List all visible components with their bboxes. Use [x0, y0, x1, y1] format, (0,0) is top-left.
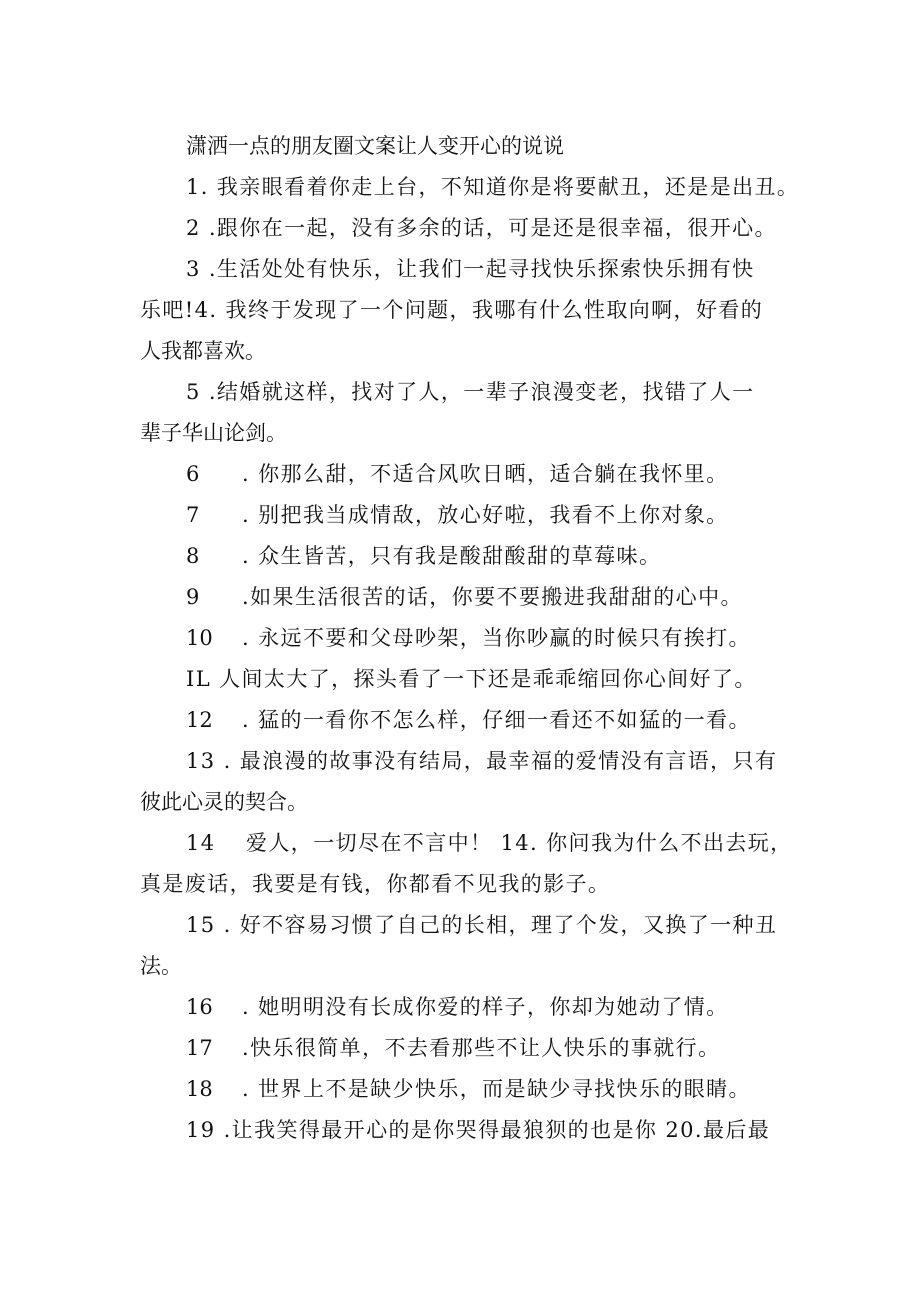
- line-5: 5 .结婚就这样，找对了人，一辈子浪漫变老，找错了人一: [186, 380, 755, 404]
- line-14: 14 爱人，一切尽在不言中！ 14. 你问我为什么不出去玩，: [186, 831, 793, 855]
- item-number: 7: [186, 503, 200, 527]
- item-text: . 她明明没有长成你爱的样子，你却为她动了情。: [242, 995, 729, 1019]
- list-item: [140, 700, 790, 741]
- item-text: . 别把我当成情敌，放心好啦，我看不上你对象。: [242, 503, 729, 527]
- item-text: . 永远不要和父母吵架，当你吵赢的时候只有挨打。: [242, 626, 751, 650]
- line-4-cont: 人我都喜欢。: [140, 339, 266, 363]
- item-number: 8: [186, 544, 200, 568]
- item-number: 10: [186, 626, 213, 650]
- item-text: . 众生皆苦，只有我是酸甜酸甜的草莓味。: [242, 544, 662, 568]
- line-19: 19 .让我笑得最开心的是你哭得最狼狈的也是你 20.最后最: [186, 1118, 771, 1142]
- list-item: [140, 987, 790, 1028]
- item-text: . 世界上不是缺少快乐，而是缺少寻找快乐的眼睛。: [242, 1077, 751, 1101]
- line-3-cont: 乐吧!4. 我终于发现了一个问题，我哪有什么性取向啊，好看的: [140, 298, 764, 322]
- list-item: [140, 536, 790, 577]
- document-title: 潇洒一点的朋友圈文案让人变开心的说说: [186, 134, 564, 158]
- line-14-cont: 真是废话，我要是有钱，你都看不见我的影子。: [140, 872, 611, 896]
- item-text: .如果生活很苦的话，你要不要搬进我甜甜的心中。: [242, 585, 743, 609]
- list-item: [140, 618, 790, 659]
- line-5-cont: 辈子华山论剑。: [140, 421, 287, 445]
- line-15: 15 . 好不容易习惯了自己的长相，理了个发，又换了一种丑: [186, 913, 778, 937]
- list-item: [140, 577, 790, 618]
- list-item: [140, 454, 790, 495]
- line-2: 2 .跟你在一起，没有多余的话，可是还是很幸福，很开心。: [186, 216, 777, 240]
- list-item: [140, 1028, 790, 1069]
- line-13: 13 . 最浪漫的故事没有结局，最幸福的爱情没有言语，只有: [186, 749, 778, 773]
- line-il: IL 人间太大了，探头看了一下还是乖乖缩回你心间好了。: [186, 667, 757, 691]
- item-text: .快乐很简单，不去看那些不让人快乐的事就行。: [242, 1036, 721, 1060]
- item-number: 16: [186, 995, 213, 1019]
- list-item: [140, 1069, 790, 1110]
- document-body: [140, 126, 800, 1151]
- line-1: 1. 我亲眼看着你走上台，不知道你是将要献丑，还是是出丑。: [186, 175, 800, 199]
- line-13-cont: 彼此心灵的契合。: [140, 790, 308, 814]
- item-number: 18: [186, 1077, 213, 1101]
- line-15-cont: 法。: [140, 954, 182, 978]
- item-text: . 猛的一看你不怎么样，仔细一看还不如猛的一看。: [242, 708, 751, 732]
- item-text: . 你那么甜，不适合风吹日晒，适合躺在我怀里。: [242, 462, 729, 486]
- item-number: 12: [186, 708, 213, 732]
- list-item: [140, 495, 790, 536]
- item-number: 17: [186, 1036, 213, 1060]
- line-3: 3 .生活处处有快乐，让我们一起寻找快乐探索快乐拥有快: [186, 257, 755, 281]
- item-number: 9: [186, 585, 200, 609]
- item-number: 6: [186, 462, 200, 486]
